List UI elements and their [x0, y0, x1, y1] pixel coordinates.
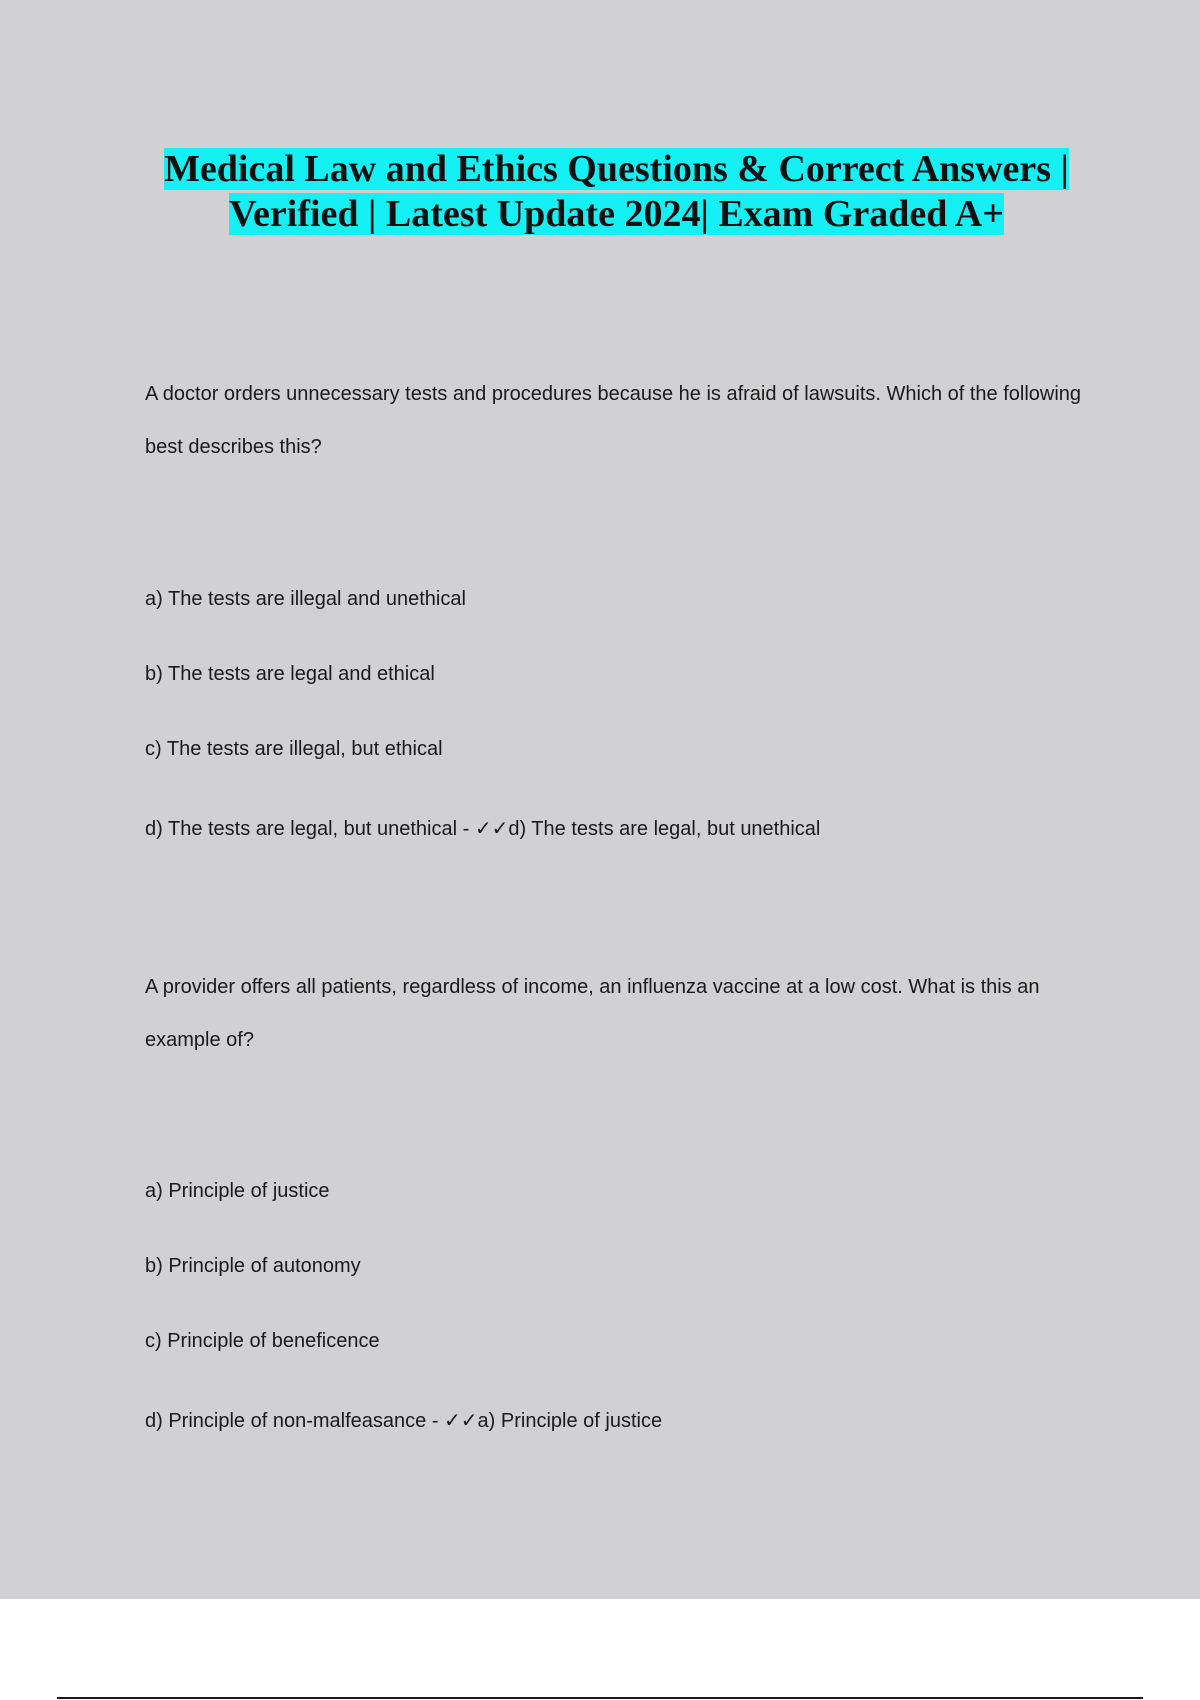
question-1-option-a: a) The tests are illegal and unethical [145, 588, 466, 610]
footer-divider [57, 1697, 1143, 1699]
question-2-option-a: a) Principle of justice [145, 1180, 330, 1202]
question-1-option-c: c) The tests are illegal, but ethical [145, 738, 443, 760]
question-2-option-c: c) Principle of beneficence [145, 1330, 380, 1352]
title-highlight: Medical Law and Ethics Questions & Correct Answers | Verified | Latest Update 2024| Exam Graded A+ [164, 148, 1069, 235]
question-2-option-d-answer: d) Principle of non-malfeasance - ✓✓a) Principle of justice [145, 1410, 663, 1432]
question-1-option-b: b) The tests are legal and ethical [145, 663, 435, 685]
document-title [100, 147, 1133, 237]
question-1-prompt: A doctor orders unnecessary tests and procedures because he is afraid of lawsuits. Which of the following best describes this? [145, 383, 1082, 458]
question-2-prompt: A provider offers all patients, regardless of income, an influenza vaccine at a low cost. What is this an example of? [145, 976, 1040, 1051]
question-2-option-b: b) Principle of autonomy [145, 1255, 361, 1277]
question-1-option-d-answer: d) The tests are legal, but unethical - ✓✓d) The tests are legal, but unethical [145, 818, 821, 840]
